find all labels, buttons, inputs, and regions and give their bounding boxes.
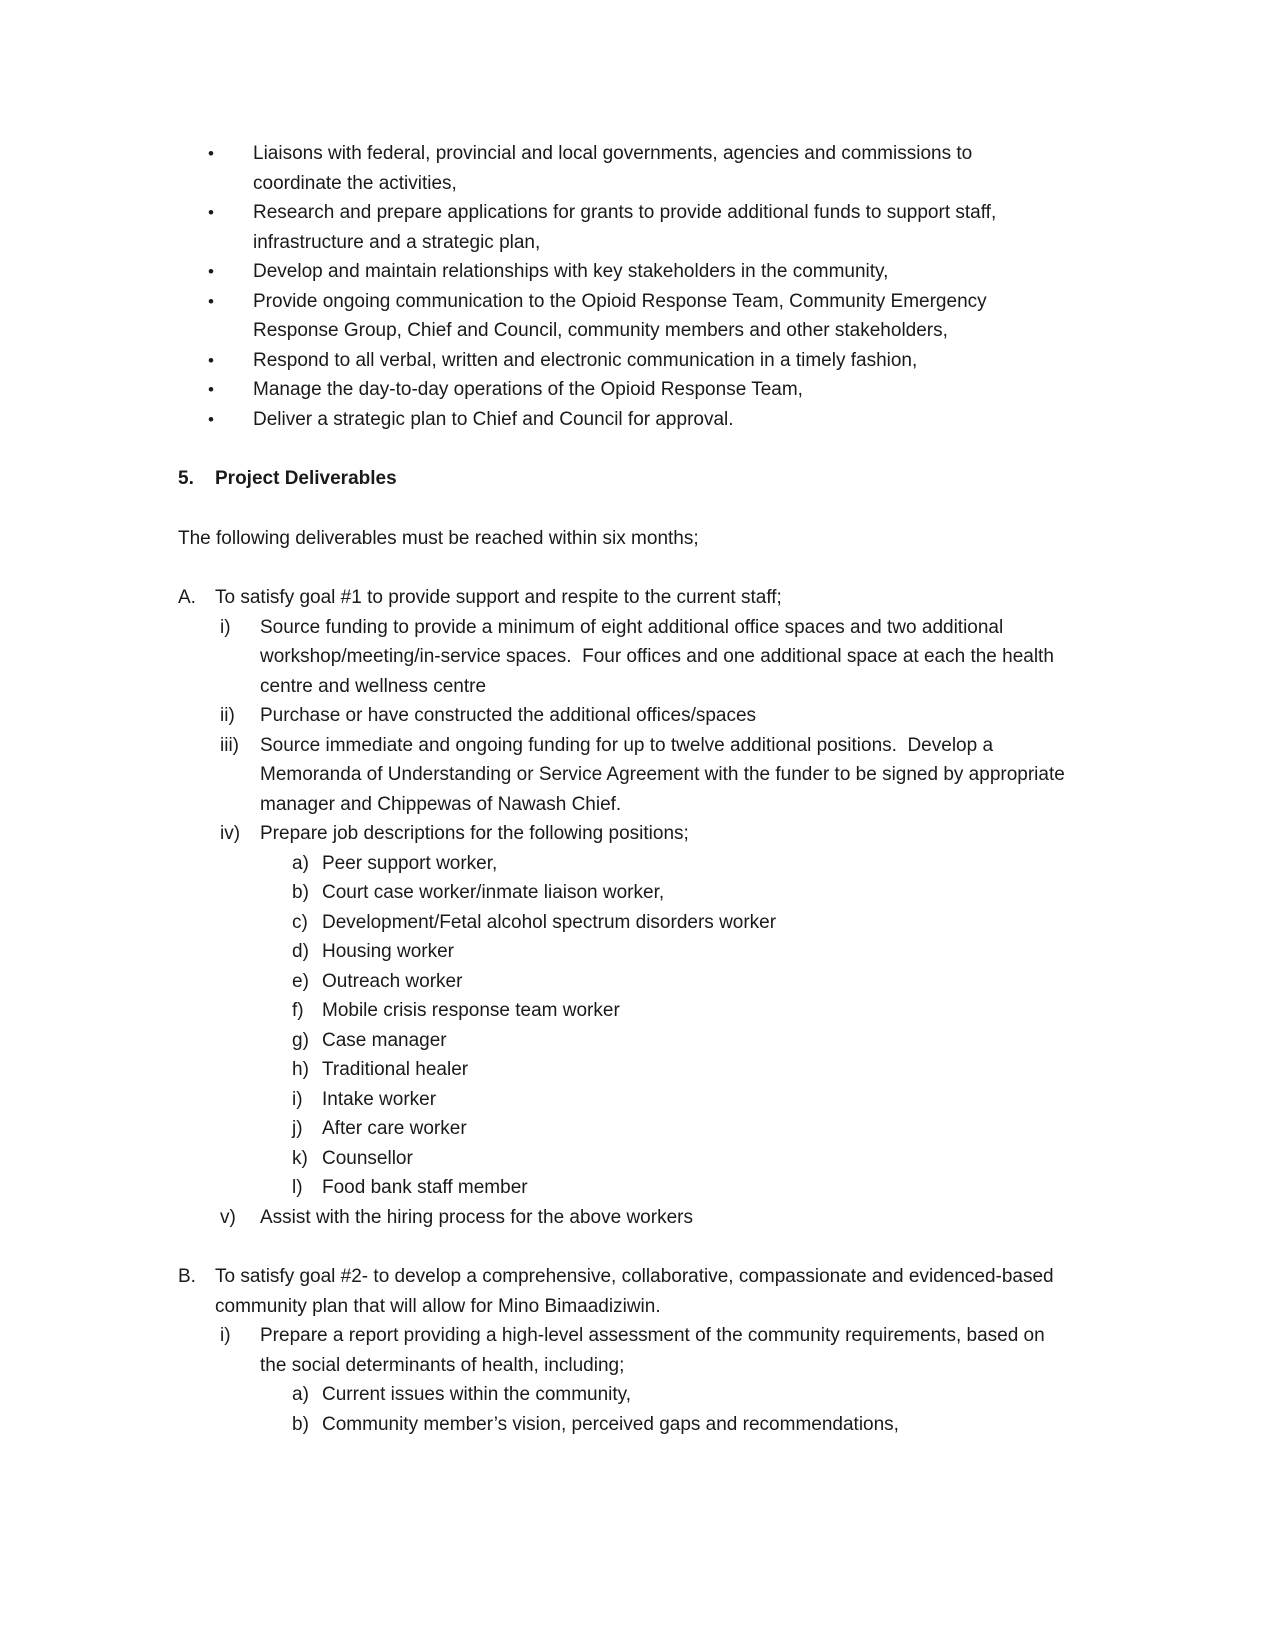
bullet-icon: • bbox=[208, 203, 214, 222]
list-item bbox=[178, 198, 1066, 257]
item-marker: iii) bbox=[220, 734, 239, 756]
item-marker: c) bbox=[292, 911, 308, 933]
item-marker: g) bbox=[292, 1029, 309, 1051]
intro-text: The following deliverables must be reached within six months; bbox=[178, 527, 699, 549]
section-title: Project Deliverables bbox=[215, 468, 397, 489]
goal-b-section bbox=[178, 1262, 1066, 1439]
list-item bbox=[178, 996, 1066, 1026]
list-item bbox=[178, 701, 1066, 731]
item-text: Food bank staff member bbox=[322, 1177, 528, 1198]
list-item bbox=[178, 1114, 1066, 1144]
bullet-text: Liaisons with federal, provincial and local governments, agencies and commissions to coordinate the activities, bbox=[253, 143, 978, 194]
item-text: Court case worker/inmate liaison worker, bbox=[322, 882, 665, 903]
intro-paragraph bbox=[178, 524, 1066, 554]
goal-b-text: To satisfy goal #2- to develop a comprehensive, collaborative, compassionate and evidenced-based community plan that will allow for Mino Bimaadiziwin. bbox=[215, 1266, 1059, 1317]
item-text: Current issues within the community, bbox=[322, 1384, 632, 1405]
bullet-text: Deliver a strategic plan to Chief and Council for approval. bbox=[253, 408, 734, 430]
bullet-icon: • bbox=[208, 350, 214, 370]
item-marker: v) bbox=[220, 1206, 236, 1228]
list-item bbox=[178, 1380, 1066, 1410]
list-item bbox=[178, 287, 1066, 346]
list-item bbox=[178, 849, 1066, 879]
item-marker: k) bbox=[292, 1147, 308, 1169]
bullet-icon: • bbox=[208, 380, 214, 399]
list-item bbox=[178, 257, 1066, 287]
item-text: Intake worker bbox=[322, 1088, 437, 1110]
item-marker: i) bbox=[292, 1088, 303, 1110]
list-item bbox=[178, 375, 1066, 405]
list-item bbox=[178, 1144, 1066, 1174]
list-item bbox=[178, 1026, 1066, 1056]
item-text: Assist with the hiring process for the above workers bbox=[260, 1206, 693, 1228]
item-text: Housing worker bbox=[322, 941, 454, 962]
item-marker: d) bbox=[292, 941, 309, 962]
item-text: Peer support worker, bbox=[322, 852, 498, 874]
section-number: 5. bbox=[178, 468, 194, 489]
bullet-icon: • bbox=[208, 409, 214, 429]
item-marker: l) bbox=[292, 1177, 303, 1198]
positions-list bbox=[178, 849, 1066, 1203]
item-text: Mobile crisis response team worker bbox=[322, 1000, 620, 1021]
item-marker: i) bbox=[220, 1325, 231, 1346]
item-marker: h) bbox=[292, 1059, 309, 1080]
item-marker: i) bbox=[220, 616, 231, 638]
goal-a-heading bbox=[178, 583, 1066, 613]
item-text: Source immediate and ongoing funding for up to twelve additional positions. Develop a Memoranda of Understanding or Service Agreement with the funder to be signed by appropriate manager and Chippewas of Nawash Chief. bbox=[260, 734, 1071, 815]
bullet-text: Respond to all verbal, written and electronic communication in a timely fashion, bbox=[253, 349, 918, 371]
section-heading bbox=[178, 464, 1066, 494]
goal-b-marker: B. bbox=[178, 1266, 196, 1287]
item-text: Traditional healer bbox=[322, 1059, 469, 1080]
list-item bbox=[178, 1410, 1066, 1440]
list-item bbox=[178, 1203, 1066, 1233]
bullet-text: Research and prepare applications for grants to provide additional funds to support staff, infrastructure and a strategic plan, bbox=[253, 202, 1002, 253]
list-item bbox=[178, 613, 1066, 702]
list-item bbox=[178, 1085, 1066, 1115]
item-text: After care worker bbox=[322, 1118, 467, 1139]
item-marker: b) bbox=[292, 882, 309, 903]
item-text: Source funding to provide a minimum of eight additional office spaces and two additional workshop/meeting/in-service spaces. Four offices and one additional space at each the health centre and wellness centre bbox=[260, 616, 1060, 697]
bullet-text: Develop and maintain relationships with key stakeholders in the community, bbox=[253, 261, 889, 282]
item-text: Outreach worker bbox=[322, 970, 463, 992]
bullet-text: Provide ongoing communication to the Opioid Response Team, Community Emergency Response Group, Chief and Council, community members and other stakeholders, bbox=[253, 290, 992, 341]
item-text: Counsellor bbox=[322, 1147, 413, 1169]
item-marker: j) bbox=[292, 1118, 303, 1139]
bullet-list bbox=[178, 139, 1066, 434]
list-item bbox=[178, 1173, 1066, 1203]
item-marker: b) bbox=[292, 1413, 309, 1435]
bullet-icon: • bbox=[208, 262, 214, 281]
list-item bbox=[178, 967, 1066, 997]
list-item bbox=[178, 139, 1066, 198]
item-text: Purchase or have constructed the additional offices/spaces bbox=[260, 705, 757, 726]
item-marker: a) bbox=[292, 1384, 309, 1405]
bullet-icon: • bbox=[208, 144, 214, 163]
item-text: Development/Fetal alcohol spectrum disorders worker bbox=[322, 911, 777, 933]
item-marker: ii) bbox=[220, 705, 235, 726]
bullet-text: Manage the day-to-day operations of the Opioid Response Team, bbox=[253, 379, 803, 400]
list-item bbox=[178, 346, 1066, 376]
goal-b-heading bbox=[178, 1262, 1066, 1321]
list-item bbox=[178, 937, 1066, 967]
list-item bbox=[178, 1055, 1066, 1085]
list-item bbox=[178, 731, 1071, 820]
item-marker: a) bbox=[292, 852, 309, 874]
item-marker: iv) bbox=[220, 823, 241, 844]
document-content bbox=[178, 139, 1071, 1439]
list-item bbox=[178, 405, 1066, 435]
goal-a-text: To satisfy goal #1 to provide support and respite to the current staff; bbox=[215, 587, 782, 608]
assessment-list bbox=[178, 1380, 1066, 1439]
list-item bbox=[178, 908, 1066, 938]
list-item bbox=[178, 1321, 1066, 1380]
item-marker: e) bbox=[292, 970, 309, 992]
item-text: Prepare a report providing a high-level assessment of the community requirements, based on the social determinants of health, including; bbox=[260, 1325, 1050, 1376]
goal-a-section bbox=[178, 583, 1071, 1232]
goal-a-marker: A. bbox=[178, 587, 196, 608]
bullet-icon: • bbox=[208, 291, 214, 311]
item-text: Case manager bbox=[322, 1029, 447, 1051]
list-item bbox=[178, 819, 1066, 849]
item-text: Prepare job descriptions for the following positions; bbox=[260, 823, 689, 844]
item-text: Community member’s vision, perceived gaps and recommendations, bbox=[322, 1413, 899, 1435]
item-marker: f) bbox=[292, 1000, 304, 1021]
list-item bbox=[178, 878, 1066, 908]
